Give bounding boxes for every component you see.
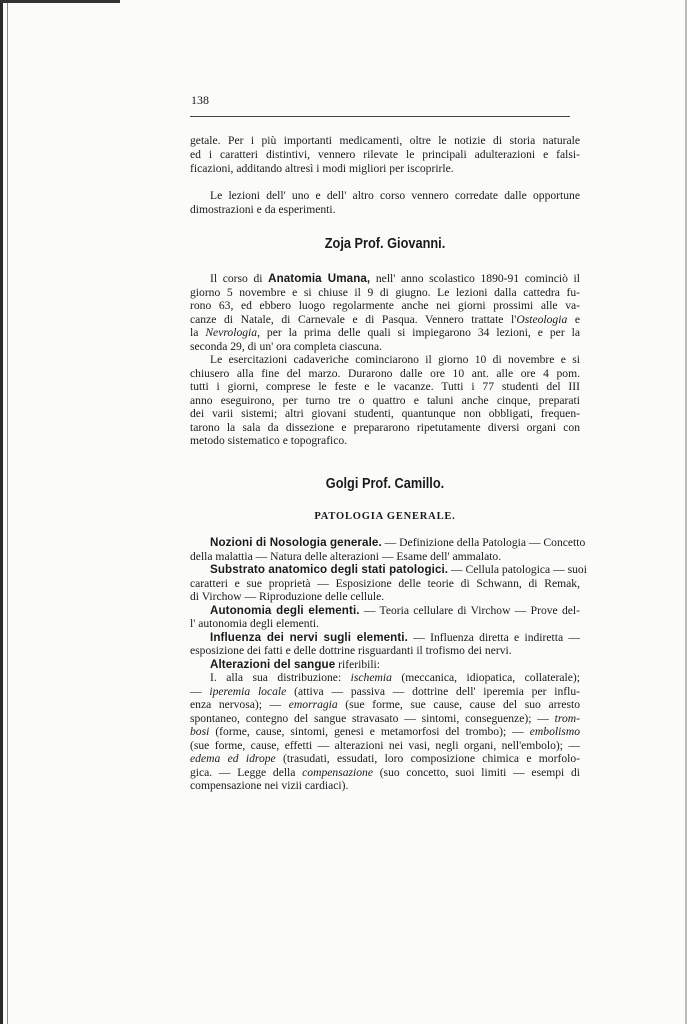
header-rule: [190, 116, 570, 117]
italic-term: embolismo: [529, 725, 580, 738]
text-line: [190, 340, 580, 353]
italic-term: Nevrologia: [205, 326, 258, 339]
page-number: 138: [191, 93, 209, 107]
text-line: [210, 658, 580, 671]
text-line: [190, 148, 580, 161]
text-line: [190, 380, 580, 393]
section-heading: Zoja Prof. Giovanni.: [324, 236, 446, 252]
text-line: [190, 752, 580, 765]
text-line: [210, 189, 580, 202]
text-run: — Teoria cellulare di Virchow — Prove del-: [359, 603, 581, 617]
text-run: esposizione dei fatti e delle dottrine risguardanti il trofismo dei nervi.: [190, 644, 512, 657]
italic-term: trom-: [554, 711, 580, 725]
scan-edge-left: [0, 0, 3, 1024]
text-line: [190, 550, 580, 563]
text-line: [210, 272, 580, 285]
text-run: giorno 5 novembre e si chiuse il 9 di giugno. Le lezioni dalla cattedra fu-: [190, 285, 580, 299]
text-run: spontaneo, contegno del sangue stravasato — sintomi, conseguenze); —: [190, 711, 555, 725]
section-subheading: PATOLOGIA GENERALE.: [314, 511, 456, 522]
text-run: getale. Per i più importanti medicamenti, oltre le notizie di storia naturale: [190, 134, 580, 147]
text-run: l' autonomia degli elementi.: [190, 617, 319, 630]
text-run: (attiva — passiva — dottrine dell' iperemia per influ-: [286, 684, 580, 698]
text-run: riferibili:: [335, 657, 381, 671]
text-line: [190, 698, 580, 711]
text-run: — Influenza diretta e indiretta —: [407, 630, 580, 644]
text-line: [190, 644, 580, 657]
text-line: [190, 313, 580, 326]
text-run: di Virchow — Riproduzione delle cellule.: [190, 590, 385, 603]
text-run: Le lezioni dell' uno e dell' altro corso vennero corredate dalle opportune: [210, 189, 580, 202]
text-run: canze di Natale, di Carnevale e di Pasqua. Vennero trattate l': [190, 312, 517, 326]
text-line: [190, 326, 580, 339]
text-line: [210, 631, 580, 644]
text-run: tutti i giorni, comprese le feste e le vacanze. Tutti i 77 studenti del III: [190, 380, 580, 393]
text-run: compensazione nei vizii cardiaci).: [190, 779, 349, 792]
text-run: ed i caratteri distintivi, vennero rilevate le principali adulterazioni e falsi-: [190, 148, 580, 161]
scan-edge-left-inner: [7, 0, 8, 1024]
text-line: [210, 353, 580, 366]
text-run: dei varii sistemi; altri giovani studenti, quantunque non obbligati, frequen-: [190, 407, 580, 420]
text-run: enza nervosa); —: [190, 698, 289, 711]
text-line: [190, 134, 580, 147]
text-line: [190, 421, 580, 434]
text-run: tarono la sala da dissezione e prepararono ripetutamente diversi organi con: [190, 420, 580, 434]
text-run: Il corso di: [210, 272, 269, 285]
text-line: [210, 563, 587, 576]
italic-term: edema ed idrope: [190, 752, 276, 765]
italic-term: compensazione: [302, 765, 373, 779]
italic-term: Osteologia: [516, 312, 568, 326]
italic-term: iperemia locale: [209, 684, 287, 698]
text-line: [190, 779, 580, 792]
bold-lead-in: Nozioni di Nosologia generale.: [210, 536, 382, 549]
text-line: [190, 407, 580, 420]
text-line: [190, 712, 580, 725]
text-run: (suo concetto, suoi limiti — esempi di: [372, 765, 580, 779]
text-line: [190, 299, 580, 312]
text-run: caratteri e sue proprietà — Esposizione delle teorie di Schwann, di Remak,: [190, 576, 580, 590]
text-run: dimostrazioni e da esperimenti.: [190, 203, 336, 216]
italic-term: bosi: [190, 725, 210, 738]
text-run: (sue forme, cause, effetti — alterazioni nei vasi, negli organi, nell'embolo); —: [190, 738, 580, 752]
text-run: , per la prima delle quali si impiegarono 34 lezioni, e per la: [257, 326, 581, 339]
text-run: Le esercitazioni cadaveriche cominciarono il giorno 10 di novembre e si: [210, 353, 580, 366]
text-run: nell' anno scolastico 1890-91 cominciò il: [370, 272, 580, 285]
bold-lead-in: Influenza dei nervi sugli elementi.: [210, 630, 408, 644]
text-run: I. alla sua distribuzione:: [210, 671, 351, 684]
text-run: della malattia — Natura delle alterazioni — Esame dell' ammalato.: [190, 549, 502, 563]
text-line: [190, 203, 580, 216]
text-run: (sue forme, sue cause, cause del suo arresto: [337, 698, 580, 711]
text-line: [190, 739, 580, 752]
bold-lead-in: Alterazioni del sangue: [210, 657, 336, 671]
text-line: [190, 434, 580, 447]
text-run: e: [567, 312, 580, 326]
text-line: [190, 577, 580, 590]
text-run: chiusero alla fine del marzo. Durarono dalle ore 10 ant. alle ore 4 pom.: [190, 366, 580, 380]
text-run: — Cellula patologica — suoi: [448, 563, 587, 576]
text-line: [210, 604, 580, 617]
text-run: metodo sistematico e topografico.: [190, 434, 348, 447]
text-run: (meccanica, idiopatica, collaterale);: [391, 671, 580, 684]
text-line: [190, 685, 580, 698]
bold-lead-in: Anatomia Umana,: [268, 272, 371, 285]
text-line: [190, 590, 580, 603]
italic-term: ischemia: [350, 671, 392, 684]
text-line: [190, 394, 580, 407]
text-run: gica. — Legge della: [190, 765, 303, 779]
text-line: [190, 162, 580, 175]
text-line: [190, 725, 580, 738]
text-line: [190, 617, 580, 630]
text-run: (forme, cause, sintomi, genesi e metamorfosi del trombo); —: [209, 725, 530, 738]
text-line: [190, 286, 580, 299]
scan-edge-top: [0, 0, 120, 3]
text-run: seconda 29, di un' ora completa ciascuna.: [190, 339, 383, 353]
text-run: anno eseguirono, per turno tre o quattro e taluni anche cinque, preparati: [190, 393, 580, 407]
text-run: la: [190, 326, 206, 339]
text-line: [210, 671, 580, 684]
text-line: [190, 766, 580, 779]
text-run: (trasudati, essudati, loro composizione chimica e morfolo-: [275, 752, 580, 765]
text-line: [190, 367, 580, 380]
bold-lead-in: Autonomia degli elementi.: [210, 603, 360, 617]
section-heading: Golgi Prof. Camillo.: [325, 476, 445, 492]
text-line: [210, 536, 586, 549]
text-run: ficazioni, additando altresì i modi migliori per iscoprirle.: [190, 162, 454, 175]
text-run: —: [190, 684, 210, 698]
bold-lead-in: Substrato anatomico degli stati patologici.: [210, 563, 449, 576]
text-run: rono 63, ed ebbero luogo regolarmente anche nei giorni prossimi alle va-: [190, 299, 580, 312]
text-run: — Definizione della Patologia — Concetto: [381, 536, 586, 549]
italic-term: emorragia: [288, 698, 338, 711]
